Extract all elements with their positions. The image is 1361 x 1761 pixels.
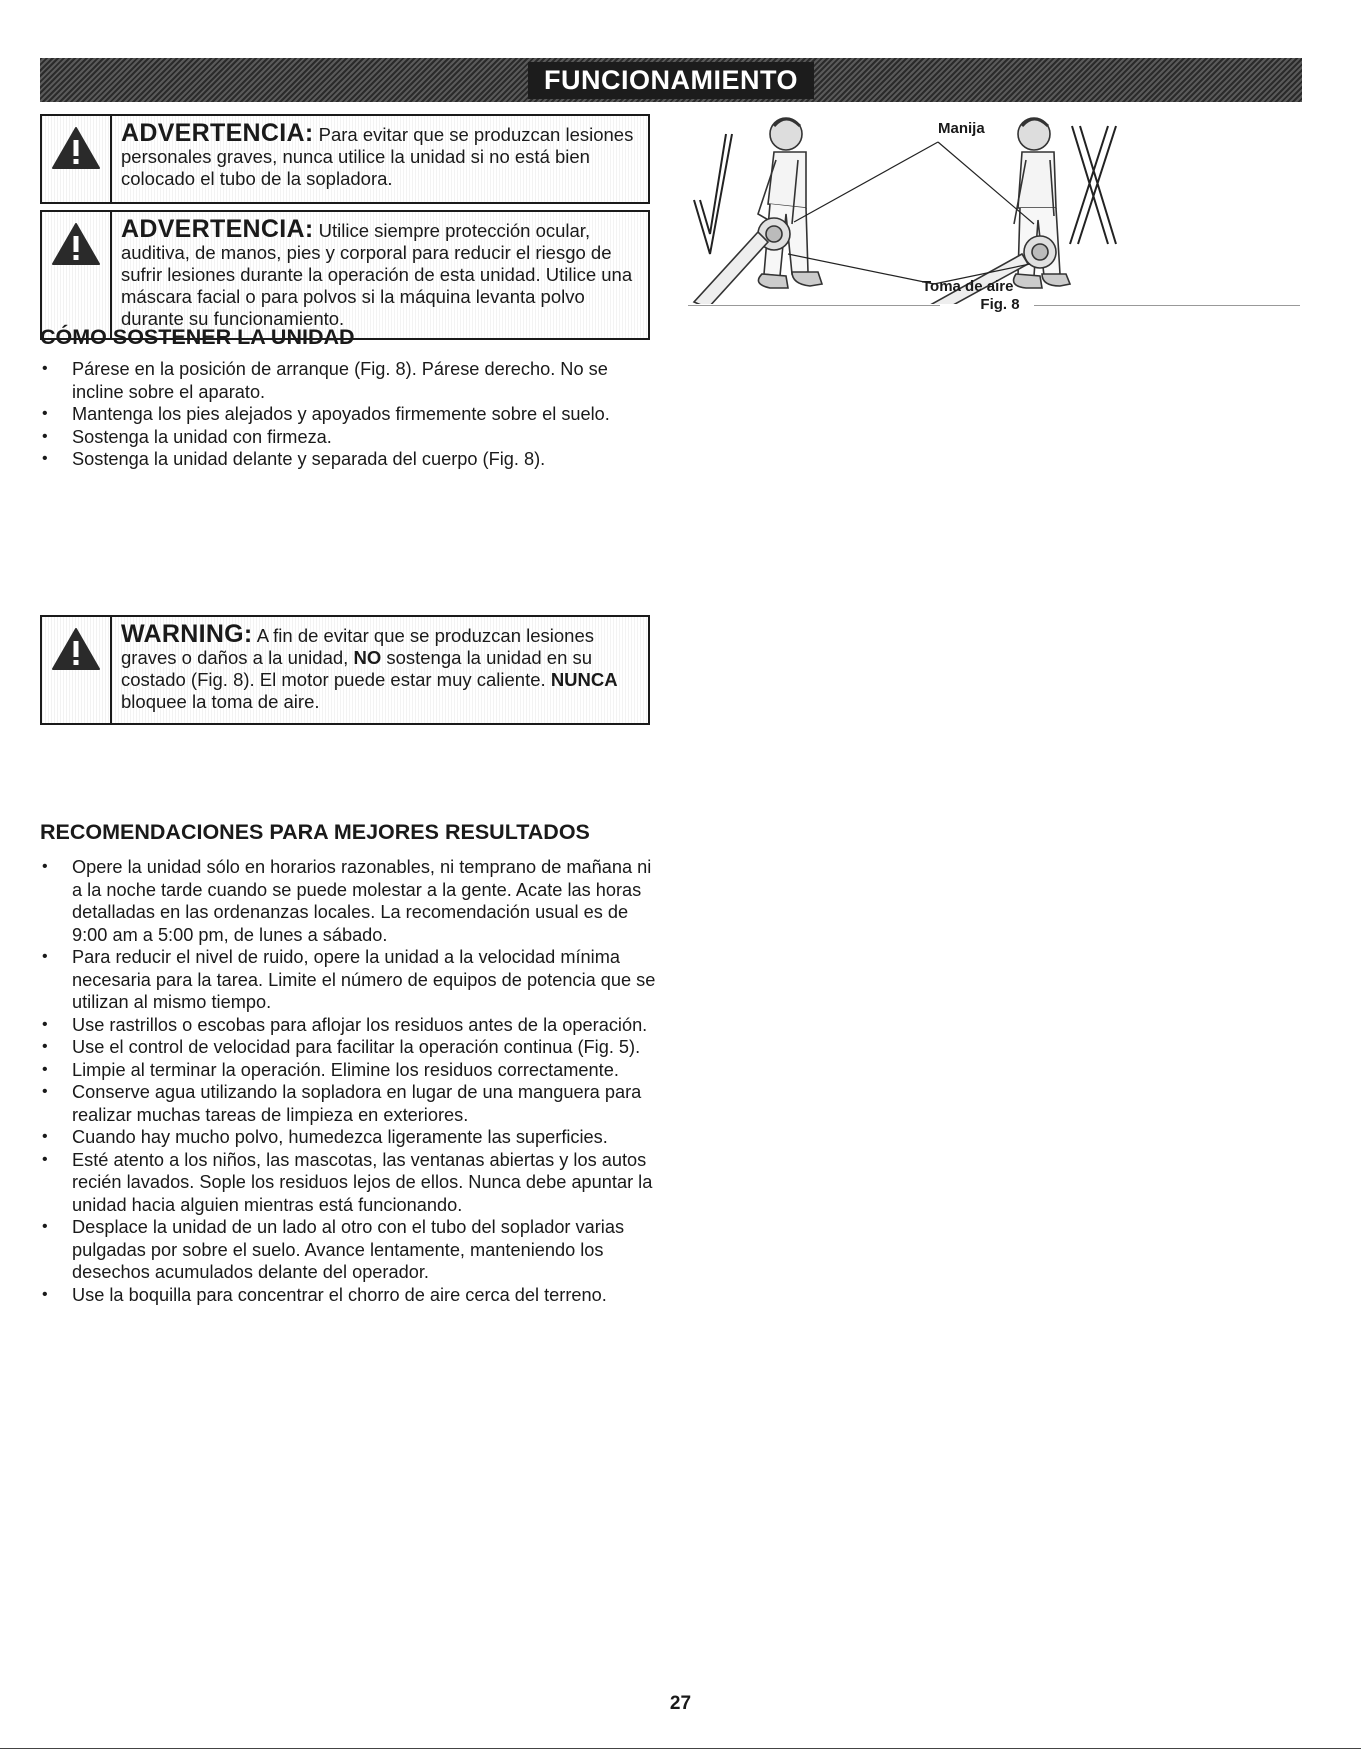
warning-heading: ADVERTENCIA: xyxy=(121,119,314,147)
warning-heading: ADVERTENCIA: xyxy=(121,215,314,243)
warning-box-2 xyxy=(40,210,650,340)
list-item: • Use rastrillos o escobas para aflojar los residuos antes de la operación. xyxy=(40,1014,660,1037)
section-banner xyxy=(40,58,1302,102)
callout-intake-label: Toma de aire xyxy=(922,278,1014,295)
warning-text: bloquee la toma de aire. xyxy=(121,691,320,712)
figure-caption xyxy=(688,294,1300,318)
list-item: • Conserve agua utilizando la sopladora en lugar de una manguera para realizar muchas tareas de limpieza en exteriores. xyxy=(40,1081,660,1126)
list-item: • Mantenga los pies alejados y apoyados firmemente sobre el suelo. xyxy=(40,403,660,426)
warning-text: Para evitar que se produzcan lesiones personales graves, nunca utilice la unidad si no está bien colocado el tubo de la sopladora. xyxy=(121,124,634,189)
emphasis-never: NUNCA xyxy=(550,669,618,690)
warning-box-1 xyxy=(40,114,650,204)
list-item: • Use la boquilla para concentrar el chorro de aire cerca del terreno. xyxy=(40,1284,660,1307)
warning-text: Utilice siempre protección ocular, auditiva, de manos, pies y corporal para reducir el riesgo de sufrir lesiones durante la operación de esta unidad. Utilice una máscara facial o para polvos si la máquina levanta polvo durante su funcionamiento. xyxy=(121,220,633,329)
list-item: • Párese en la posición de arranque (Fig. 8). Párese derecho. No se incline sobre el aparato. xyxy=(40,358,660,403)
warning-triangle-icon xyxy=(51,627,101,671)
figure-number: Fig. 8 xyxy=(980,296,1020,313)
warning-heading: WARNING: xyxy=(121,620,253,648)
check-mark-icon xyxy=(694,134,732,254)
list-item: • Para reducir el nivel de ruido, opere la unidad a la velocidad mínima necesaria para la tarea. Limite el número de equipos de potencia que se utilizan al mismo tiempo. xyxy=(40,946,660,1014)
warning-text: sostenga la unidad en su costado (Fig. 8). El motor puede estar muy caliente. xyxy=(121,647,593,690)
list-item: • Opere la unidad sólo en horarios razonables, ni temprano de mañana ni a la noche tarde cuando se puede molestar a la gente. Acate las horas detalladas en las ordenanzas locales. La recomendación usual es de 9:00 am a 5:00 pm, de lunes a sábado. xyxy=(40,856,660,946)
caption-rule-left xyxy=(688,305,940,306)
warning-box-3 xyxy=(40,615,650,725)
list-item: • Sostenga la unidad delante y separada del cuerpo (Fig. 8). xyxy=(40,448,660,471)
section-heading-tips: RECOMENDACIONES PARA MEJORES RESULTADOS xyxy=(40,820,590,844)
list-item: • Use el control de velocidad para facilitar la operación continua (Fig. 5). xyxy=(40,1036,660,1059)
list-item: • Cuando hay mucho polvo, humedezca ligeramente las superficies. xyxy=(40,1126,660,1149)
hold-instructions-list xyxy=(40,358,660,471)
list-item: • Limpie al terminar la operación. Elimine los residuos correctamente. xyxy=(40,1059,660,1082)
callout-lines xyxy=(788,142,1034,284)
x-mark-icon xyxy=(1070,126,1116,244)
warning-triangle-icon xyxy=(51,126,101,170)
callout-handle-label: Manija xyxy=(938,120,985,137)
bottom-rule xyxy=(0,1748,1361,1749)
list-item: • Esté atento a los niños, las mascotas, las ventanas abiertas y los autos recién lavados. Sople los residuos lejos de ellos. Nunca debe apuntar la unidad hacia alguien mientras está funcionando. xyxy=(40,1149,660,1217)
page-number: 27 xyxy=(669,1693,692,1714)
section-heading-hold: CÓMO SOSTENER LA UNIDAD xyxy=(40,325,355,349)
warning-triangle-icon xyxy=(51,222,101,266)
list-item: • Desplace la unidad de un lado al otro con el tubo del soplador varias pulgadas por sobre el suelo. Avance lentamente, manteniendo los desechos acumulados delante del operador. xyxy=(40,1216,660,1284)
tips-list xyxy=(40,856,660,1306)
list-item: • Sostenga la unidad con firmeza. xyxy=(40,426,660,449)
figure-8-illustration xyxy=(688,104,1300,304)
warning-text: A fin de evitar que se produzcan lesiones graves o daños a la unidad, xyxy=(121,625,595,668)
incorrect-posture-person xyxy=(932,118,1070,304)
emphasis-no: NO xyxy=(353,647,382,668)
caption-rule-right xyxy=(1034,305,1300,306)
page-title: FUNCIONAMIENTO xyxy=(528,62,814,99)
